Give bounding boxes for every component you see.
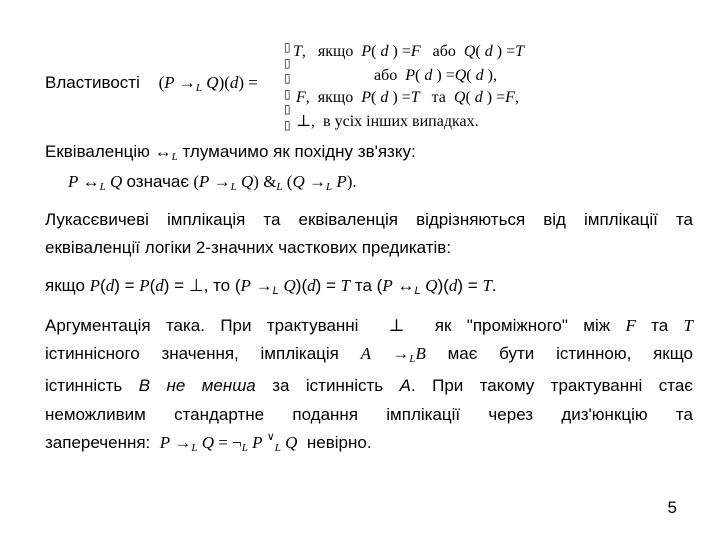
equiv-intro-b: тлумачимо як похідну зв'язку: [182, 142, 416, 161]
equiv-definition: P ↔L Q означає (P →L Q) &L (Q →L P). [68, 172, 357, 193]
equiv-intro [45, 142, 416, 162]
para2-line-2: істиннісного значення, імплікація A →LB має бути істинною, якщо [45, 344, 693, 365]
example-line: якщо P(d) = P(d) = ⊥, то (P →L Q)(d) = T та (P ↔L Q)(d) = T. [45, 276, 497, 297]
case-row-4: ⊥, в усіх інших випадках. [296, 113, 479, 130]
equiv-intro-a: Еквіваленцію [45, 142, 150, 161]
page-number: 5 [667, 498, 677, 517]
equiv-symbol: ↔L [154, 142, 178, 163]
brace-glyphs: ▯ ▯ ▯ ▯ ▯ ▯ [284, 40, 291, 132]
properties-label [45, 73, 258, 93]
para1-line-2: еквіваленції логіки 2-значних часткових предикатів: [45, 238, 452, 257]
para2-line-3: істинність B не менша за істинність A. При такому трактуванні стає [45, 376, 693, 395]
para2-line-5: заперечення: P →L Q = ¬L P ∨L Q невірно. [45, 431, 372, 454]
properties-word: Властивості [45, 73, 140, 92]
case-row-1: T, якщо P( d ) =F або Q( d ) =T [293, 43, 525, 60]
case-row-2: або P( d ) =Q( d ), [374, 67, 497, 84]
formula-lhs: (P →L Q)(d) = [158, 73, 258, 94]
para2-line-4: неможливим стандартне подання імплікації через диз'юнкцію та [45, 405, 693, 424]
para2-line-1: Аргументація така. При трактуванні ⊥ як "проміжного" між F та T [45, 316, 694, 335]
case-row-3: F, якщо P( d ) =T та Q( d ) =F, [296, 89, 519, 106]
para1-line-1: Лукасєвичеві імплікація та еквіваленція відрізняються від імплікації та [45, 210, 693, 229]
equiv-def-word: означає [126, 172, 190, 191]
